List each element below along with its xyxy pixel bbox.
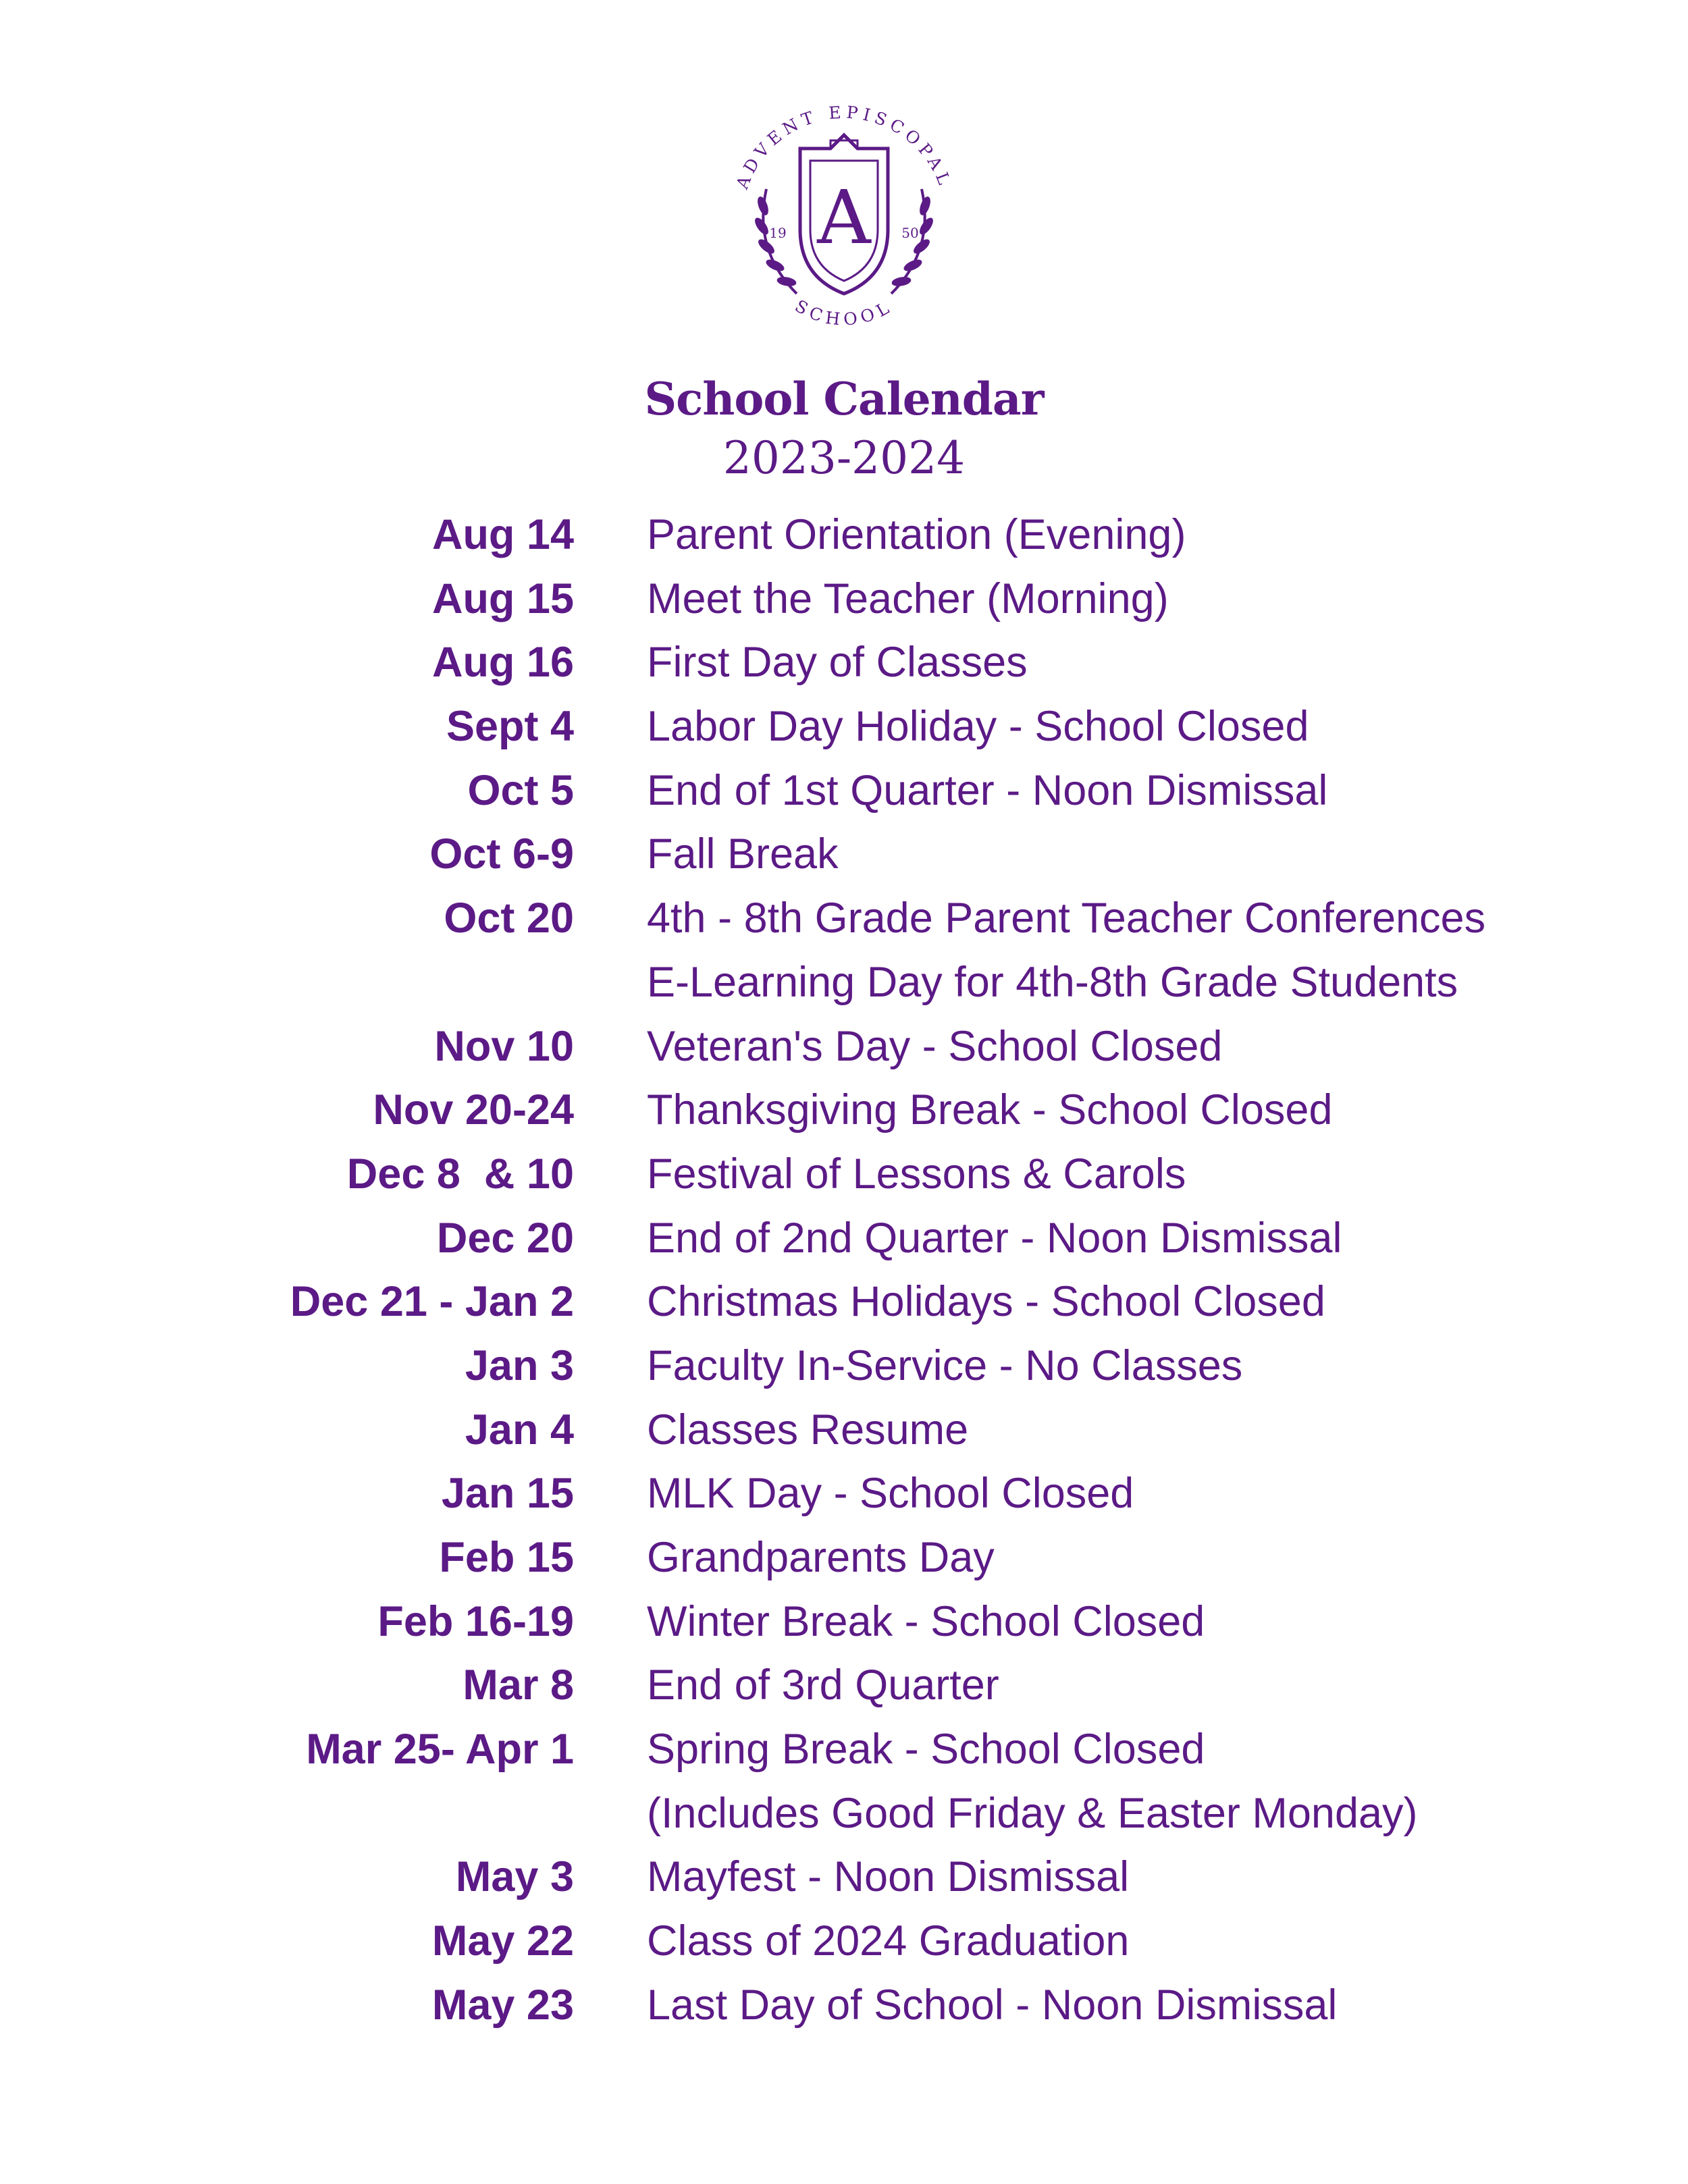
event-date: Aug 15 xyxy=(431,575,574,622)
event-date: Oct 5 xyxy=(467,766,574,814)
event-description: Festival of Lessons & Carols xyxy=(647,1150,1186,1198)
event-row xyxy=(0,1015,1688,1079)
event-description: Grandparents Day xyxy=(647,1534,995,1581)
event-row xyxy=(0,951,1688,1015)
school-year: 2023-2024 xyxy=(722,432,966,484)
event-description: Meet the Teacher (Morning) xyxy=(647,575,1169,622)
event-date: May 22 xyxy=(431,1917,574,1965)
event-date: Feb 16-19 xyxy=(377,1597,574,1645)
event-description: Parent Orientation (Evening) xyxy=(647,511,1186,558)
event-row xyxy=(0,1973,1688,2037)
event-date: Jan 4 xyxy=(465,1406,574,1454)
event-date: Feb 15 xyxy=(439,1534,574,1581)
event-row xyxy=(0,1334,1688,1398)
event-description: (Includes Good Friday & Easter Monday) xyxy=(647,1789,1418,1837)
page-title: School Calendar xyxy=(644,373,1044,425)
event-description: Christmas Holidays - School Closed xyxy=(647,1278,1325,1326)
event-row xyxy=(0,1909,1688,1973)
event-row xyxy=(0,567,1688,631)
event-description: Classes Resume xyxy=(647,1406,969,1454)
event-row xyxy=(0,1782,1688,1846)
event-row xyxy=(0,1590,1688,1654)
event-description: End of 1st Quarter - Noon Dismissal xyxy=(647,766,1328,814)
school-crest-logo xyxy=(702,61,986,351)
logo-year-left: 19 xyxy=(769,225,787,241)
event-row xyxy=(0,1462,1688,1526)
event-description: Labor Day Holiday - School Closed xyxy=(647,703,1309,751)
laurel-right-icon xyxy=(891,189,935,294)
event-description: End of 2nd Quarter - Noon Dismissal xyxy=(647,1214,1342,1262)
event-row xyxy=(0,1398,1688,1462)
event-description: Faculty In-Service - No Classes xyxy=(647,1341,1243,1389)
event-date: Mar 25- Apr 1 xyxy=(306,1726,574,1774)
event-date: Dec 20 xyxy=(436,1214,574,1262)
event-description: Spring Break - School Closed xyxy=(647,1726,1205,1774)
header xyxy=(0,370,1688,489)
event-date: Aug 16 xyxy=(431,639,574,687)
event-date: Dec 8 & 10 xyxy=(346,1150,574,1198)
event-description: Last Day of School - Noon Dismissal xyxy=(647,1981,1338,2029)
event-row xyxy=(0,759,1688,823)
event-description: First Day of Classes xyxy=(647,639,1028,687)
event-row xyxy=(0,1717,1688,1782)
event-date: Oct 20 xyxy=(444,895,574,942)
event-description: 4th - 8th Grade Parent Teacher Conferences xyxy=(647,895,1486,942)
logo-year-right: 50 xyxy=(901,225,919,241)
event-description: Class of 2024 Graduation xyxy=(647,1917,1130,1965)
logo-bottom-text: SCHOOL xyxy=(791,296,897,329)
event-date: Nov 10 xyxy=(434,1022,574,1070)
event-date: Jan 3 xyxy=(465,1341,574,1389)
laurel-left-icon xyxy=(753,189,797,294)
event-row xyxy=(0,1653,1688,1717)
event-date: May 23 xyxy=(431,1981,574,2029)
event-description: Fall Break xyxy=(647,830,839,878)
event-list xyxy=(0,503,1688,2037)
event-description: Winter Break - School Closed xyxy=(647,1597,1205,1645)
event-date: May 3 xyxy=(455,1853,574,1901)
event-description: Thanksgiving Break - School Closed xyxy=(647,1086,1333,1134)
event-date: Mar 8 xyxy=(463,1661,574,1709)
logo-letter: A xyxy=(817,174,871,261)
event-row xyxy=(0,503,1688,567)
event-date: Dec 21 - Jan 2 xyxy=(290,1278,574,1326)
event-description: Veteran's Day - School Closed xyxy=(647,1022,1223,1070)
event-row xyxy=(0,1078,1688,1142)
event-row xyxy=(0,822,1688,886)
event-date: Jan 15 xyxy=(441,1470,574,1518)
event-date: Nov 20-24 xyxy=(373,1086,574,1134)
logo-top-text: ADVENT EPISCOPAL xyxy=(732,102,956,192)
event-date: Oct 6-9 xyxy=(429,830,574,878)
event-description: End of 3rd Quarter xyxy=(647,1661,999,1709)
event-row xyxy=(0,1206,1688,1271)
event-row xyxy=(0,1845,1688,1909)
event-description: Mayfest - Noon Dismissal xyxy=(647,1853,1130,1901)
event-row xyxy=(0,1142,1688,1206)
event-row xyxy=(0,695,1688,759)
event-description: MLK Day - School Closed xyxy=(647,1470,1134,1518)
event-row xyxy=(0,1526,1688,1590)
event-row xyxy=(0,631,1688,695)
event-row xyxy=(0,1270,1688,1334)
event-date: Sept 4 xyxy=(446,703,574,751)
event-date: Aug 14 xyxy=(431,511,574,558)
event-row xyxy=(0,886,1688,951)
event-description: E-Learning Day for 4th-8th Grade Students xyxy=(647,958,1458,1006)
